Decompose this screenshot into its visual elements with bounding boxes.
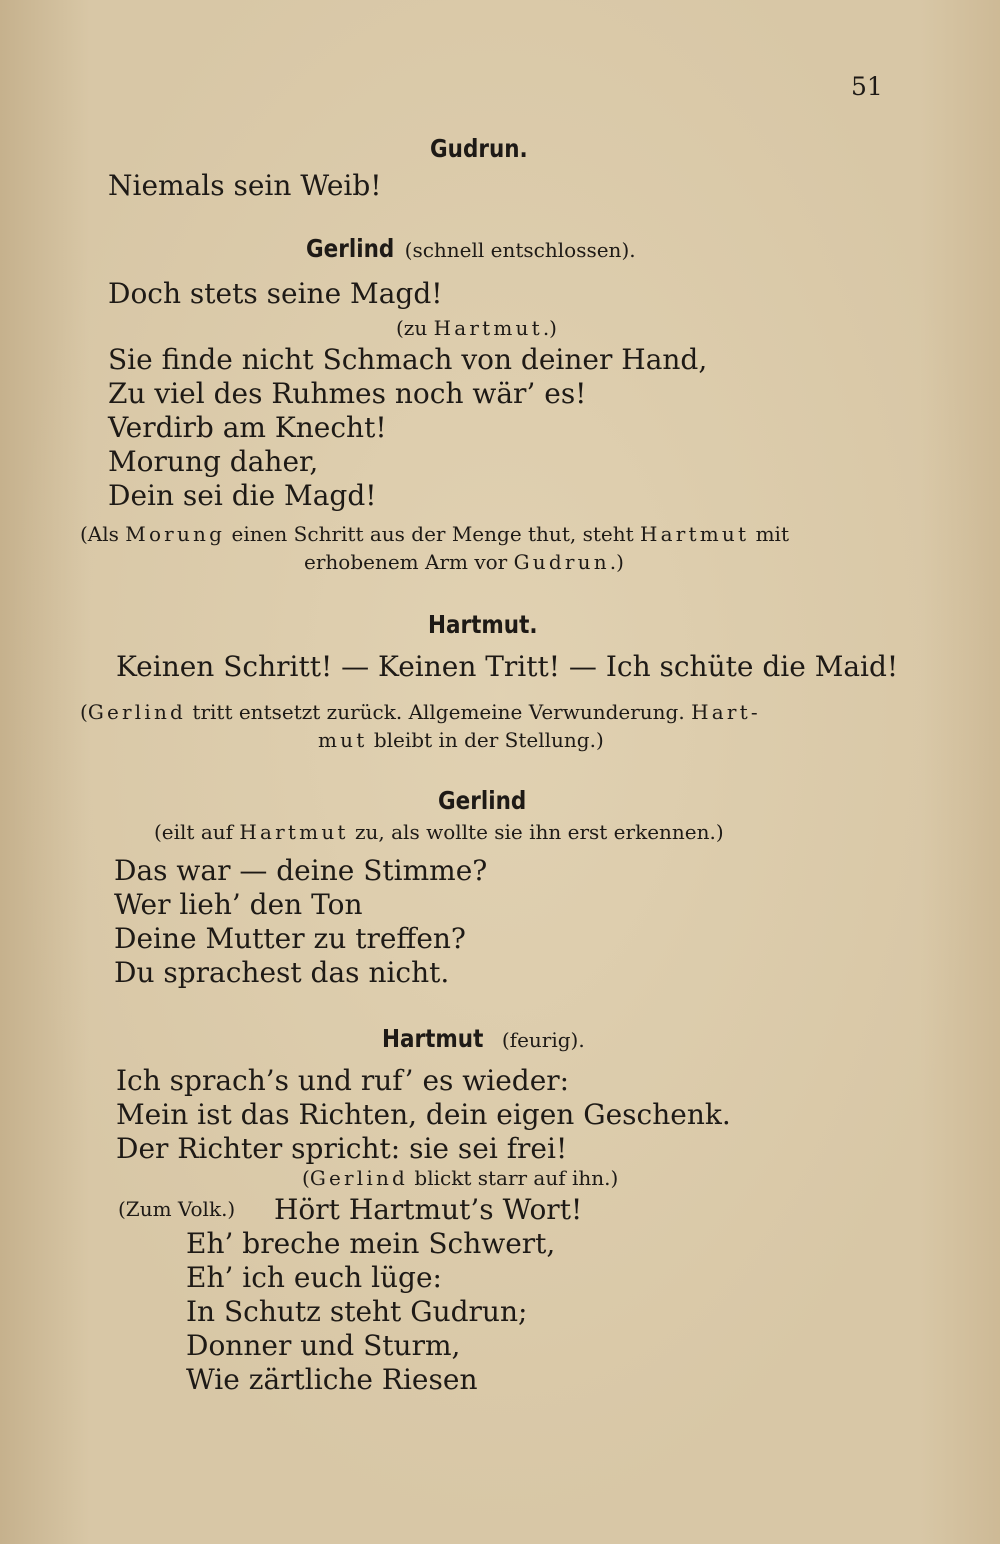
- page-number: 51: [851, 72, 883, 101]
- verse-line: In Schutz steht Gudrun;: [186, 1295, 528, 1328]
- stage-direction: [80, 524, 789, 544]
- direction-text: mit: [749, 522, 789, 546]
- verse-line: Keinen Schritt! — Keinen Tritt! — Ich schüte die Maid!: [116, 650, 899, 683]
- direction-text: blickt starr auf ihn.): [408, 1166, 619, 1190]
- speaker-hartmut: Hartmut: [382, 1024, 484, 1053]
- direction-text: (Als: [80, 522, 126, 546]
- verse-line: Der Richter spricht: sie sei frei!: [116, 1132, 568, 1165]
- direction-text: bleibt in der Stellung.): [367, 728, 604, 752]
- speaker-gerlind: Gerlind: [306, 234, 395, 263]
- verse-line: Hört Hartmut’s Wort!: [274, 1193, 583, 1226]
- direction-text: erhobenem Arm vor: [304, 550, 514, 574]
- stage-direction: [318, 730, 604, 750]
- direction-name: Gudrun: [513, 550, 610, 574]
- direction-text: .): [609, 550, 624, 574]
- direction-text: einen Schritt aus der Menge thut, steht: [225, 522, 640, 546]
- verse-line: Verdirb am Knecht!: [108, 411, 387, 444]
- verse-line: Eh’ ich euch lüge:: [186, 1261, 442, 1294]
- speaker-heading: [306, 236, 636, 261]
- verse-line: Eh’ breche mein Schwert,: [186, 1227, 556, 1260]
- verse-line: Doch stets seine Magd!: [108, 277, 443, 310]
- verse-line: Niemals sein Weib!: [108, 169, 382, 202]
- direction-name: Gerlind: [309, 1166, 409, 1190]
- direction-name: mut: [318, 728, 368, 752]
- verse-line: Zu viel des Ruhmes noch wär’ es!: [108, 377, 587, 410]
- direction-name: Hartmut: [433, 316, 543, 340]
- stage-direction: [304, 552, 624, 572]
- direction-name: Hartmut: [239, 820, 349, 844]
- verse-line: Wie zärtliche Riesen: [186, 1363, 478, 1396]
- direction-text: (zu: [396, 316, 434, 340]
- stage-direction: [396, 318, 557, 338]
- direction-text: .): [542, 316, 557, 340]
- direction-name: Morung: [125, 522, 226, 546]
- stage-direction: [80, 702, 761, 722]
- stage-direction: (feurig).: [501, 1028, 585, 1052]
- direction-text: (: [80, 700, 88, 724]
- verse-line: Deine Mutter zu treffen?: [114, 922, 466, 955]
- speaker-hartmut: Hartmut.: [428, 610, 538, 639]
- verse-line: Sie finde nicht Schmach von deiner Hand,: [108, 343, 708, 376]
- direction-name: Hartmut: [639, 522, 750, 546]
- direction-text: (eilt auf: [154, 820, 240, 844]
- verse-line: Mein ist das Richten, dein eigen Geschenk.: [116, 1098, 731, 1131]
- verse-line: Dein sei die Magd!: [108, 479, 377, 512]
- verse-line: Das war — deine Stimme?: [114, 854, 488, 887]
- stage-direction: (Zum Volk.): [118, 1197, 236, 1221]
- verse-line: Donner und Sturm,: [186, 1329, 461, 1362]
- speaker-gudrun: Gudrun.: [430, 134, 528, 163]
- direction-text: zu, als wollte sie ihn erst erkennen.): [348, 820, 724, 844]
- verse-line: Wer lieh’ den Ton: [114, 888, 363, 921]
- speaker-heading: [382, 1026, 585, 1051]
- stage-direction: [154, 822, 724, 842]
- direction-name: Hart-: [691, 700, 761, 724]
- speaker-gerlind: Gerlind: [438, 786, 527, 815]
- verse-line: Ich sprach’s und ruf’ es wieder:: [116, 1064, 570, 1097]
- verse-line: Du sprachest das nicht.: [114, 956, 450, 989]
- direction-text: tritt entsetzt zurück. Allgemeine Verwunderung.: [186, 700, 692, 724]
- direction-text: (: [302, 1166, 310, 1190]
- stage-direction: [302, 1168, 618, 1188]
- stage-direction: (schnell entschlossen).: [404, 238, 636, 262]
- direction-name: Gerlind: [87, 700, 187, 724]
- verse-line: Morung daher,: [108, 445, 319, 478]
